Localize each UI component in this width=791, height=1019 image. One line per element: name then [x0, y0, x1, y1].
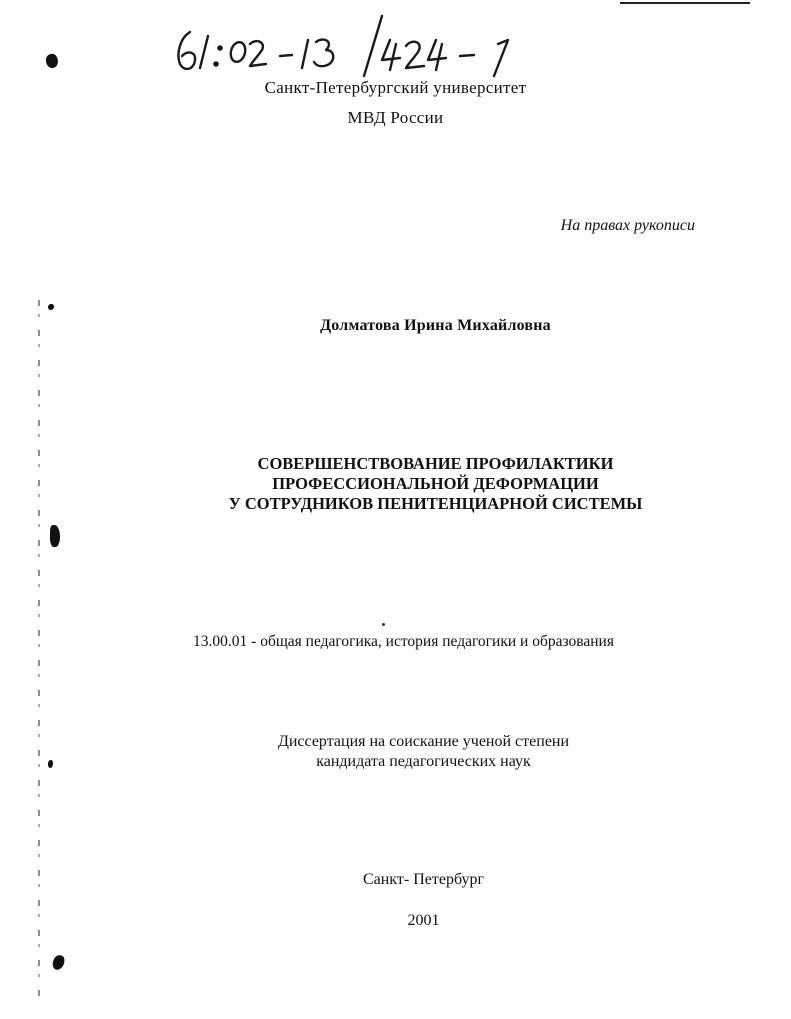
ink-blot	[50, 525, 60, 547]
year: 2001	[407, 912, 440, 929]
title-line: ПРОФЕССИОНАЛЬНОЙ ДЕФОРМАЦИИ	[272, 474, 599, 493]
scan-dot	[382, 623, 385, 626]
dissertation-title	[40, 454, 791, 514]
author-name: Долматова Ирина Михайловна	[320, 317, 551, 334]
university-name: Санкт-Петербургский университет	[264, 78, 527, 97]
handwritten-catalog-code	[168, 14, 548, 82]
title-line: СОВЕРШЕНСТВОВАНИЕ ПРОФИЛАКТИКИ	[257, 454, 614, 473]
manuscript-rights-note: На правах рукописи	[560, 217, 695, 234]
ministry-name: МВД России	[347, 108, 444, 127]
ink-blot	[48, 304, 54, 310]
title-line: У СОТРУДНИКОВ ПЕНИТЕНЦИАРНОЙ СИСТЕМЫ	[228, 494, 643, 513]
ink-blot	[51, 954, 66, 971]
ink-blot	[44, 52, 60, 69]
degree-statement	[28, 732, 791, 772]
scan-edge-line	[620, 2, 750, 4]
city: Санкт- Петербург	[362, 871, 485, 888]
specialty-code: 13.00.01 - общая педагогика, история педагогики и образования	[193, 633, 614, 650]
degree-line: кандидата педагогических наук	[316, 753, 531, 770]
degree-line: Диссертация на соискание ученой степени	[277, 733, 570, 750]
